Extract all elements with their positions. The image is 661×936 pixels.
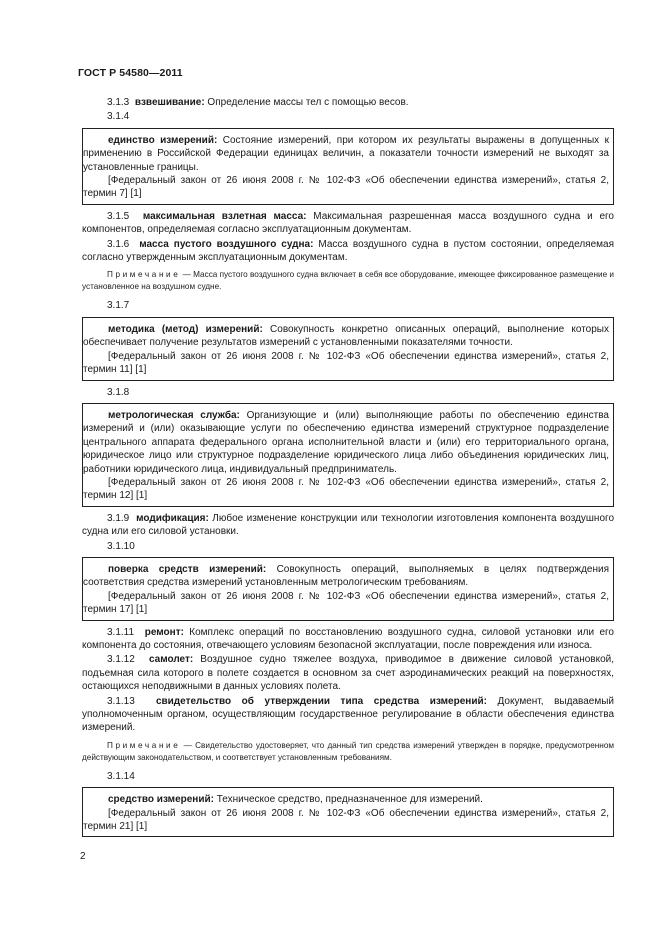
note-3-1-6 (82, 269, 614, 293)
term-title: взвешивание: (134, 97, 205, 108)
term-title: ремонт: (144, 626, 184, 638)
note-3-1-13 (82, 740, 614, 764)
term-number: 3.1.13 (107, 695, 135, 707)
term-definition: Определение массы тел с помощью весов. (204, 97, 409, 108)
term-definition: Воздушное судно тяжелее воздуха, приводимое в движение силовой установкой, подъемная сила которого в полете создается в основном за счет аэродинамических реакций на поверхностях, остающихся неподвижными в данных условиях полета. (82, 654, 614, 693)
term-title: методика (метод) измерений: (108, 323, 263, 335)
term-number: 3.1.9 (107, 512, 130, 524)
term-definition: Любое изменение конструкции или технологии изготовления компонента воздушного судна или его силовой установки. (82, 512, 615, 538)
term-number: 3.1.12 (107, 654, 135, 666)
term-title: поверка средств измерений: (108, 563, 267, 575)
term-title: единство измерений: (108, 134, 218, 146)
term-definition: Масса воздушного судна в пустом состоянии, определяемая согласно утвержденным эксплуатационным документам. (82, 238, 614, 264)
term-box-3-1-14 (82, 787, 614, 837)
term-definition: Состояние измерений, при котором их результаты выражены в допущенных к применению в Российской Федерации единицах величин, а показатели точности измерений не выходят за установленные границы. (83, 134, 609, 173)
term-number-3-1-7: 3.1.7 (107, 300, 130, 312)
note-text: — Масса пустого воздушного судна включает в себя все оборудование, имеющее фиксированное размещение и установленное на воздушном судне. (82, 270, 614, 292)
term-definition: Совокупность конкретно описанных операций, выполнение которых обеспечивает получение результатов измерений с установленными показателями точности. (83, 323, 609, 349)
term-definition: Совокупность операций, выполняемых в целях подтверждения соответствия средства измерений установленным метрологическим требованиям. (83, 563, 609, 589)
term-number: 3.1.11 (107, 626, 135, 638)
term-number: 3.1.3 (107, 97, 130, 108)
term-title: метрологическая служба: (108, 409, 240, 421)
term-title: средство измерений: (108, 794, 214, 806)
term-definition: Комплекс операций по восстановлению воздушного судна, силовой установки или его компонента до состояния, отвечающего условиям безопасной эксплуатации, после повреждения или износа. (82, 626, 614, 651)
term-entry-3-1-5 (82, 210, 614, 237)
term-entry-3-1-11 (82, 626, 614, 653)
term-box-3-1-10 (82, 557, 614, 621)
term-definition: Техническое средство, предназначенное для измерений. (213, 794, 483, 806)
term-title: масса пустого воздушного судна: (139, 238, 314, 250)
term-number-3-1-4: 3.1.4 (107, 111, 130, 123)
page-header: ГОСТ Р 54580—2011 (78, 67, 183, 79)
term-entry-3-1-9 (82, 512, 614, 539)
term-title: модификация: (136, 512, 209, 524)
note-label: Примечание (107, 740, 181, 750)
note-label: Примечание (107, 270, 181, 280)
term-definition: Организующие и (или) выполняющие работы по обеспечению единства измерений и (или) оказывающие услуги по обеспечению единства измерений структурное подразделение центрального аппарата федерального органа исполнительной власти и (или) его территориального органа, юридическое лицо или структурное подразделение юридического лица либо объединения юридических лиц, работники юридического лица, индивидуальный предприниматель. (83, 409, 609, 475)
term-box-3-1-4 (82, 128, 614, 205)
term-source: [Федеральный закон от 26 июня 2008 г. № 102-ФЗ «Об обеспечении единства измерений», статья 2, термин 17] [1] (83, 590, 609, 616)
term-source: [Федеральный закон от 26 июня 2008 г. № 102-ФЗ «Об обеспечении единства измерений», статья 2, термин 11] [1] (83, 350, 609, 376)
term-entry-3-1-13 (82, 695, 614, 735)
terms-content (82, 96, 614, 842)
term-box-3-1-8 (82, 403, 614, 507)
term-number-3-1-10: 3.1.10 (107, 540, 135, 552)
term-entry-3-1-3 (82, 96, 614, 109)
term-number: 3.1.6 (107, 238, 130, 250)
term-title: свидетельство об утверждении типа средства измерений: (155, 695, 487, 707)
term-box-3-1-7 (82, 317, 614, 381)
term-number-3-1-8: 3.1.8 (107, 386, 130, 398)
term-definition: Максимальная разрешенная масса воздушного судна и его компонентов, определяемая согласно эксплуатационным документам. (82, 210, 614, 236)
note-text: — Свидетельство удостоверяет, что данный тип средства измерений утвержден в порядке, предусмотренном действующим законодательством, и соответствует установленным требованиям. (82, 740, 614, 762)
term-source: [Федеральный закон от 26 июня 2008 г. № 102-ФЗ «Об обеспечении единства измерений», статья 2, термин 12] [1] (83, 476, 609, 502)
term-title: максимальная взлетная масса: (142, 210, 307, 222)
term-source: [Федеральный закон от 26 июня 2008 г. № 102-ФЗ «Об обеспечении единства измерений», статья 2, термин 7] [1] (83, 175, 609, 200)
term-definition: Документ, выдаваемый уполномоченным органом, осуществляющим государственное регулирование в области обеспечения единства измерений. (82, 695, 614, 734)
term-entry-3-1-6 (82, 238, 614, 265)
term-number-3-1-14: 3.1.14 (107, 770, 135, 782)
term-entry-3-1-12 (82, 653, 614, 693)
page-number: 2 (80, 851, 86, 862)
term-title: самолет: (148, 654, 194, 666)
term-number: 3.1.5 (107, 210, 130, 222)
term-source: [Федеральный закон от 26 июня 2008 г. № 102-ФЗ «Об обеспечении единства измерений», статья 2, термин 21] [1] (83, 807, 609, 833)
